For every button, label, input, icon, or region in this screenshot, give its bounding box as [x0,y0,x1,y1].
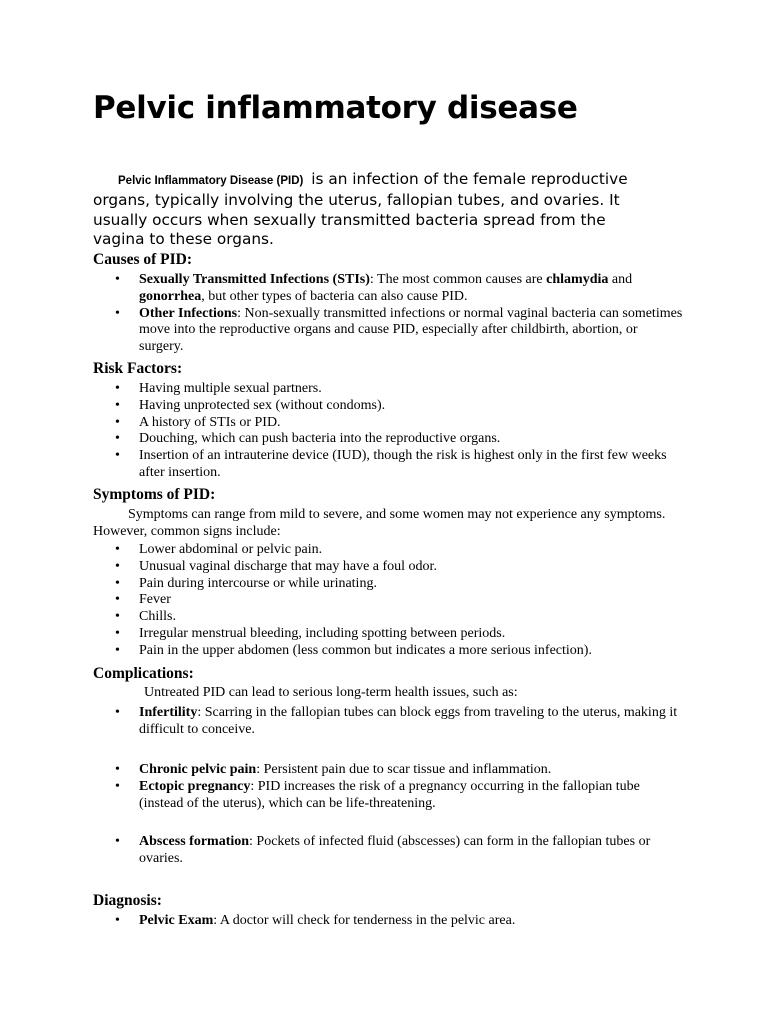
causes-item-bold: gonorrhea [139,288,202,304]
risk-list [93,381,683,482]
list-item: • Chills. [93,609,683,626]
list-item [93,834,683,868]
list-item: • Pain during intercourse or while urinating. [93,576,683,593]
complications-item-text: : Scarring in the fallopian tubes can block eggs from traveling to the uterus, making it difficult to conceive. [139,705,678,737]
list-item: • Having multiple sexual partners. [93,381,683,398]
complications-list [93,705,683,739]
complications-item-term: Infertility [139,705,198,720]
complications-item-term: Ectopic pregnancy [139,778,251,794]
diagnosis-list [93,913,683,930]
causes-heading: Causes of PID: [93,251,193,268]
causes-item-text: : The most common causes are [369,272,547,287]
list-item [93,762,683,779]
causes-item-text: : Non-sexually transmitted infections or normal vaginal bacteria can sometimes move into the reproductive organs and cause PID, especially after childbirth, abortion, or surgery. [139,305,683,355]
list-item: • A history of STIs or PID. [93,415,683,432]
list-item: • Pain in the upper abdomen (less common but indicates a more serious infection). [93,643,683,660]
complications-item-text: : Persistent pain due to scar tissue and inflammation. [256,762,552,777]
list-item: • Fever [93,592,683,609]
causes-item-term: Other Infections [139,305,238,321]
list-item [93,306,683,356]
causes-item-text: , but other types of bacteria can also cause PID. [201,288,468,304]
complications-item-term: Abscess formation [139,834,250,849]
list-item: • Douching, which can push bacteria into the reproductive organs. [93,431,683,448]
symptoms-intro: Symptoms can range from mild to severe, and some women may not experience any symptoms. However, common signs include: [93,507,666,539]
list-item: • Unusual vaginal discharge that may have a foul odor. [93,559,683,576]
list-item [93,779,683,813]
list-item: • Lower abdominal or pelvic pain. [93,542,683,559]
list-item: • Irregular menstrual bleeding, including spotting between periods. [93,626,683,643]
list-item [93,272,683,306]
list-item: • Insertion of an intrauterine device (IUD), though the risk is highest only in the first few weeks after insertion. [93,448,683,482]
intro-text: is an infection of the female reproductive organs, typically involving the uterus, fallopian tubes, and ovaries. It usually occurs when sexually transmitted bacteria spread from the vagina to these organs. [93,170,628,248]
causes-item-bold: chlamydia [546,272,609,287]
page-title: Pelvic inflammatory disease [93,90,578,126]
causes-item-text: and [608,272,633,287]
complications-item-term: Chronic pelvic pain [139,762,257,777]
causes-item-term: Sexually Transmitted Infections (STIs) [139,272,370,287]
causes-list [93,272,683,356]
diagnosis-item-term: Pelvic Exam [139,913,214,928]
list-item [93,705,683,739]
symptoms-list [93,542,683,660]
complications-list [93,762,683,812]
complications-heading: Complications: [93,665,194,682]
intro-paragraph [93,170,653,249]
diagnosis-item-text: : A doctor will check for tenderness in the pelvic area. [213,913,516,928]
complications-item-text: : PID increases the risk of a pregnancy occurring in the fallopian tube (instead of the uterus), which can be life-threatening. [139,778,640,811]
symptoms-heading: Symptoms of PID: [93,486,216,503]
risk-heading: Risk Factors: [93,360,183,377]
list-item [93,913,683,930]
complications-list [93,834,683,868]
complications-item-text: : Pockets of infected fluid (abscesses) can form in the fallopian tubes or ovaries. [139,834,651,866]
diagnosis-heading: Diagnosis: [93,892,162,909]
list-item: • Having unprotected sex (without condoms). [93,398,683,415]
intro-lead-term: Pelvic Inflammatory Disease (PID) [118,175,304,187]
complications-intro: Untreated PID can lead to serious long-term health issues, such as: [144,685,518,700]
